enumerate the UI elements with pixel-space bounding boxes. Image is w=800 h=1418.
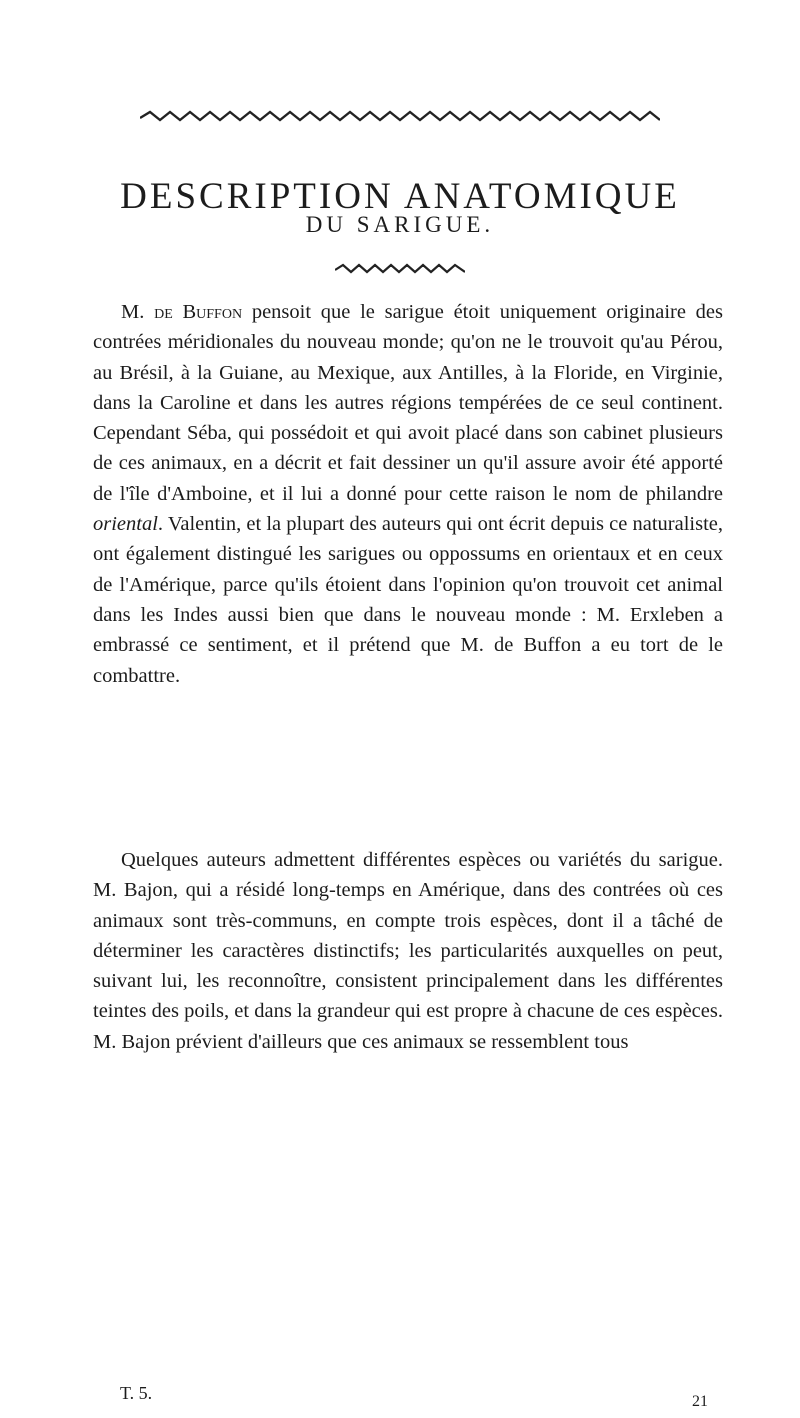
signature-mark: 21 xyxy=(692,1393,708,1410)
paragraph-1-text-end: . Valentin, et la plupart des auteurs qui ont écrit depuis ce naturaliste, ont également distingué les sarigues ou oppossums en orientaux et en ceux de l'Amérique, parce qu'ils étoient dans l'opinion qu'on trouvoit cet animal dans les Indes aussi bien que dans le nouveau monde : M. Erxleben a embrassé ce sentiment, et il prétend que M. de Buffon a eu tort de le combattre. xyxy=(93,513,723,687)
paragraph-1 xyxy=(93,297,723,691)
page-subtitle: DU SARIGUE. xyxy=(305,212,495,237)
paragraph-2 xyxy=(93,845,723,1057)
volume-marker: T. 5. xyxy=(120,1383,153,1403)
top-ornament-rule xyxy=(140,108,660,128)
paragraph-1-text: pensoit que le sarigue étoit uniquement originaire des contrées méridionales du nouveau monde; qu'on ne le trouvoit qu'au Pérou, au Brésil, à la Guiane, au Mexique, aux Antilles, à la Floride, en Virginie, dans la Caroline et dans les autres régions tempérées de ce seul continent. Cependant Séba, qui possédoit et qui avoit placé dans son cabinet plusieurs de ces animaux, en a décrit et fait dessiner un qu'il assure avoir été apporté de l'île d'Amboine, et il lui a donné pour cette raison le nom de philandre xyxy=(93,301,724,505)
italic-word: oriental xyxy=(93,513,158,536)
author-name: M. de Buffon xyxy=(121,301,243,323)
small-ornament-rule xyxy=(335,262,465,278)
page-title: DESCRIPTION ANATOMIQUE xyxy=(120,175,680,217)
paragraph-2-text: Quelques auteurs admettent différentes espèces ou variétés du sarigue. M. Bajon, qui a résidé long-temps en Amérique, dans des contrées où ces animaux sont très-communs, en compte trois espèces, dont il a tâché de déterminer les caractères distinctifs; les particularités auxquelles on peut, suivant lui, les reconnoître, consistent principalement dans les différentes teintes des poils, et dans la grandeur qui est propre à chacune de ces espèces. M. Bajon prévient d'ailleurs que ces animaux se ressemblent tous xyxy=(93,849,723,1053)
